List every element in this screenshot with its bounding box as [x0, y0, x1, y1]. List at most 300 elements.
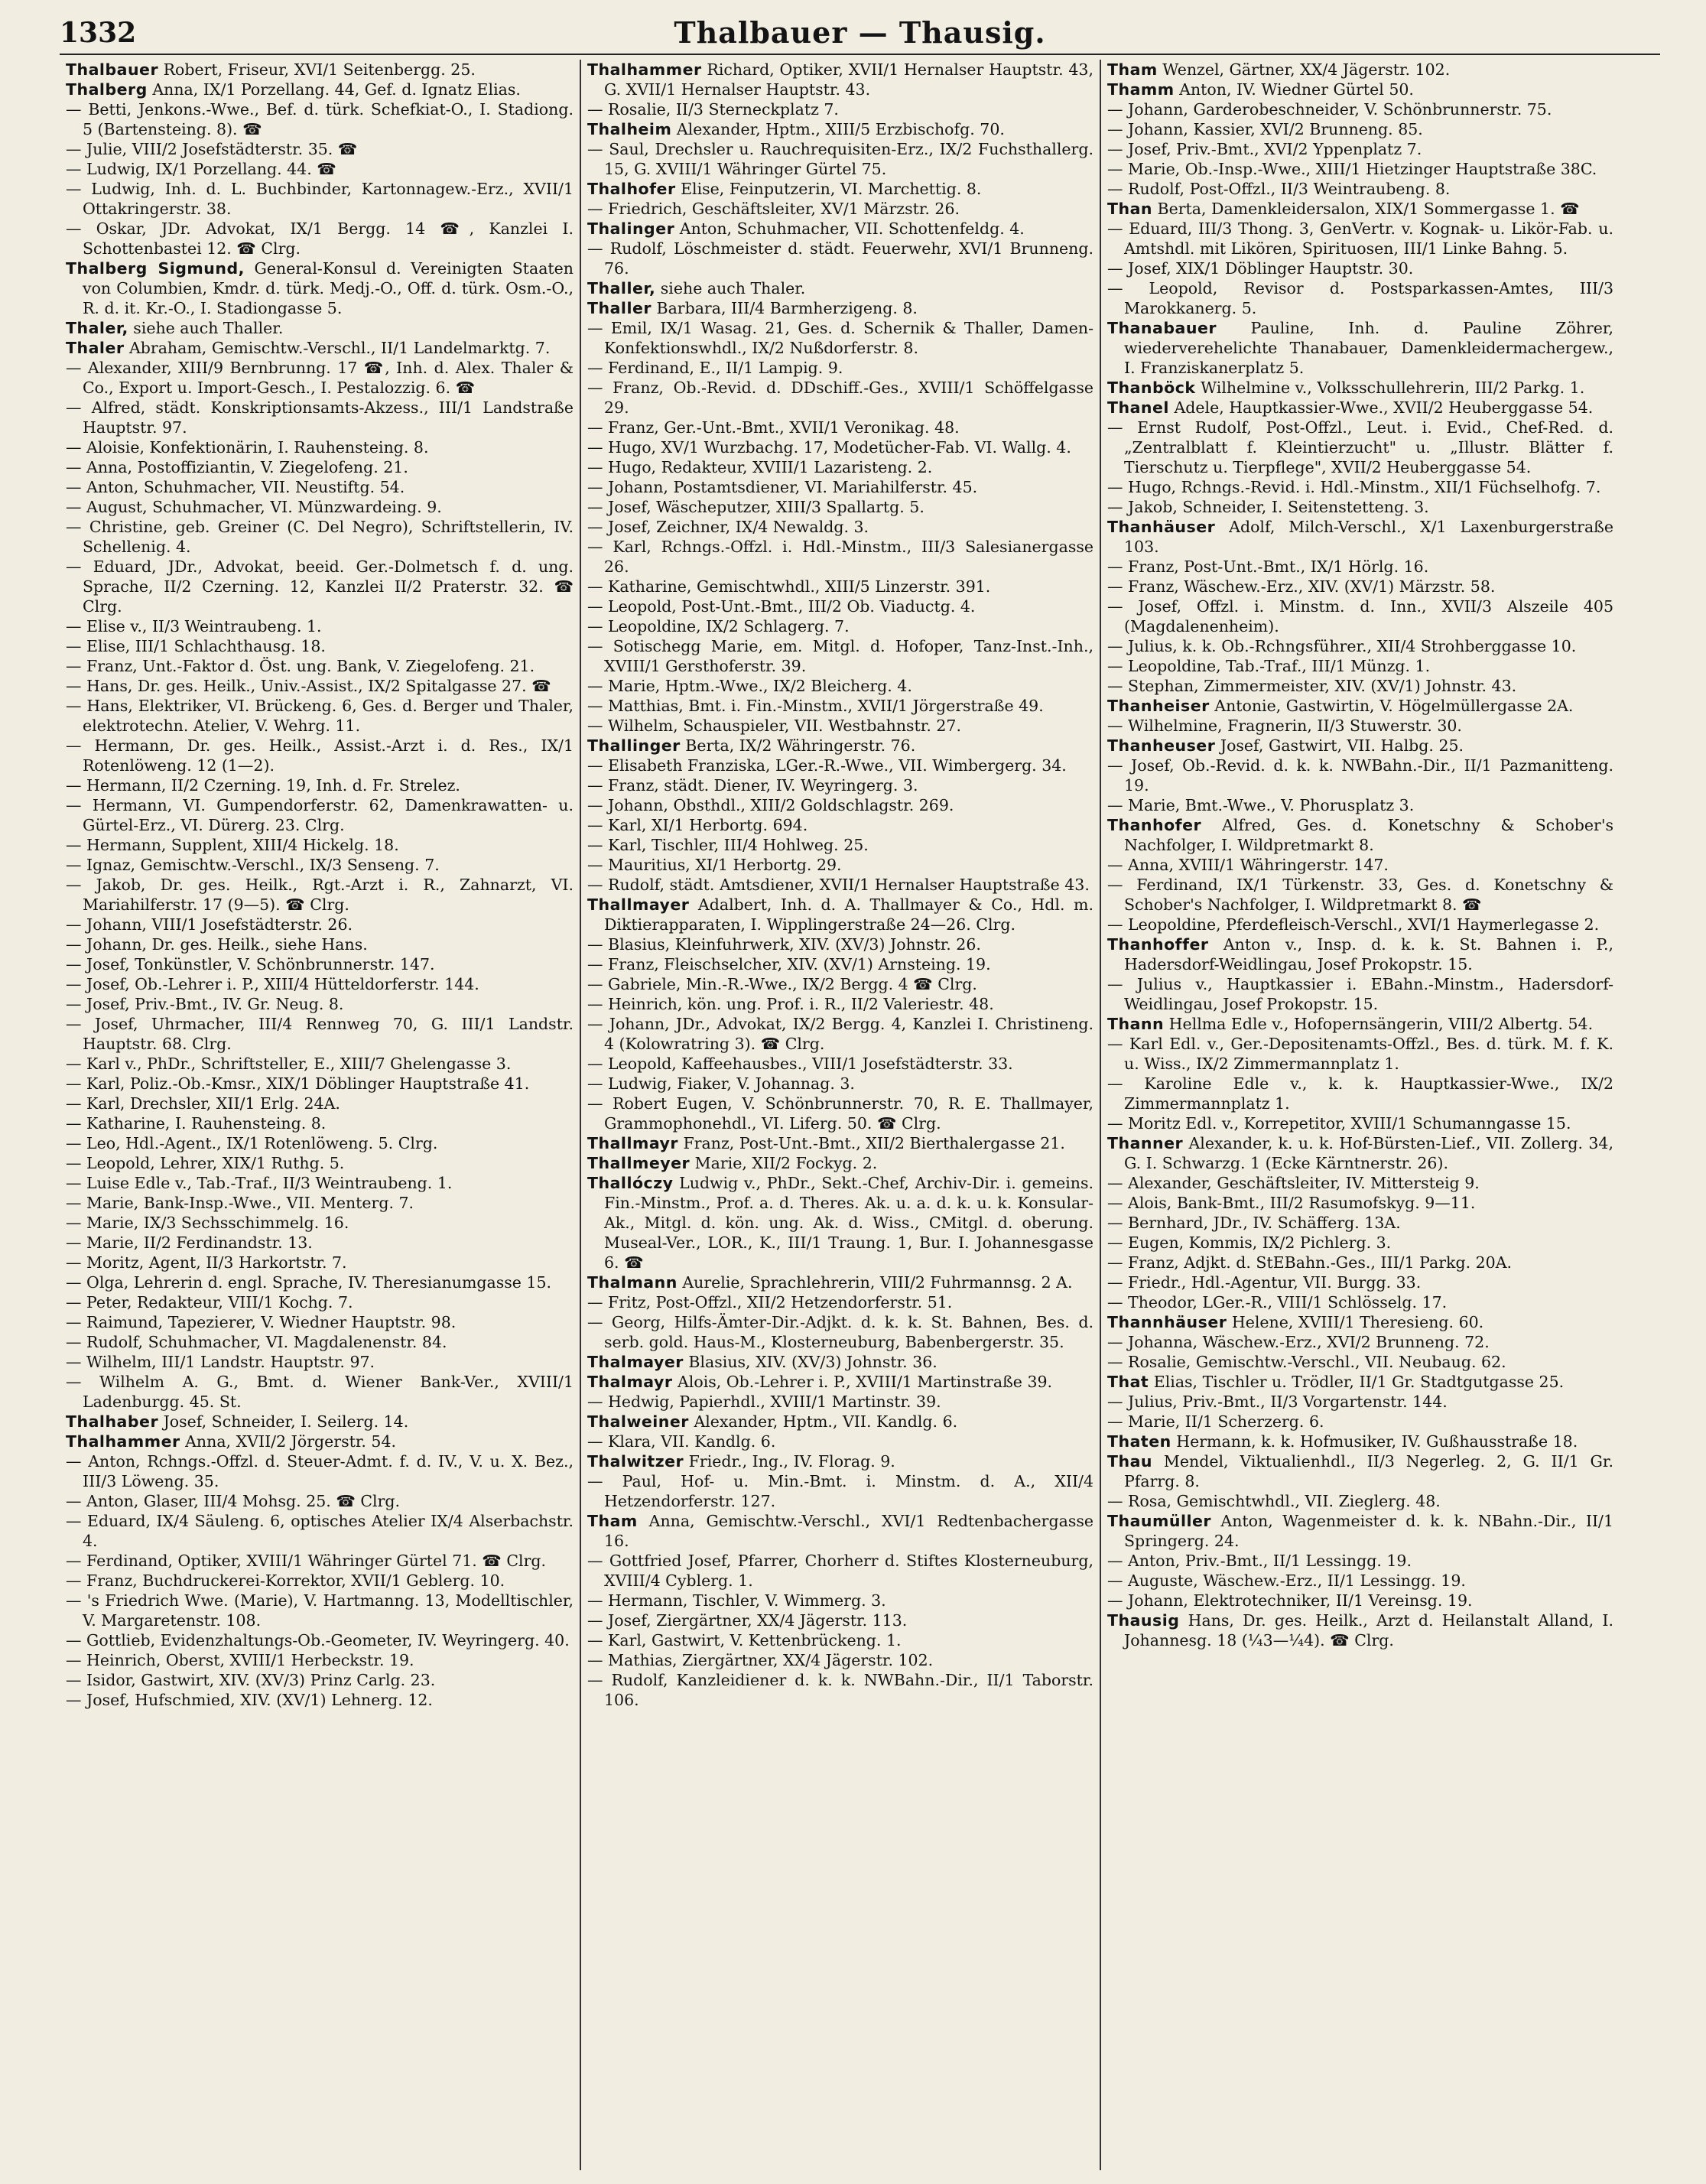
entry-surname: Thalhaber: [66, 1412, 159, 1431]
entry-text: — Sotischegg Marie, em. Mitgl. d. Hofoper, Tanz-Inst.-Inh., XVIII/1 Gersthoferstr. 39.: [587, 637, 1093, 675]
entry-text: — Franz, Wäschew.-Erz., XIV. (XV/1) Märzstr. 58.: [1107, 577, 1496, 596]
entry-text: Barbara, III/4 Barmherzigeng. 8.: [651, 299, 918, 317]
entry-text: — Eugen, Kommis, IX/2 Pichlerg. 3.: [1107, 1233, 1392, 1252]
directory-entry: [66, 1690, 574, 1710]
directory-entry: [66, 1412, 574, 1432]
entry-text: — Stephan, Zimmermeister, XIV. (XV/1) Johnstr. 43.: [1107, 677, 1517, 695]
entry-text: Alexander, Hptm., XIII/5 Erzbischofg. 70.: [671, 120, 1005, 138]
directory-entry: [587, 875, 1093, 895]
entry-text: — Julius, Priv.-Bmt., II/3 Vorgartenstr. 144.: [1107, 1393, 1448, 1411]
entry-text: — Ludwig, IX/1 Porzellang. 44. ☎: [66, 160, 336, 178]
directory-entry: [587, 437, 1093, 457]
directory-entry: [587, 1451, 1093, 1471]
entry-text: Richard, Optiker, XVII/1 Hernalser Hauptstr. 43, G. XVII/1 Hernalser Hauptstr. 43.: [604, 60, 1093, 99]
directory-entry: [66, 358, 574, 398]
entry-text: — Anton, Rchngs.-Offzl. d. Steuer-Admt. f. d. IV., V. u. X. Bez., III/3 Löweng. 35.: [66, 1452, 574, 1490]
directory-entry: [1107, 974, 1613, 1014]
entry-text: — Rudolf, städt. Amtsdiener, XVII/1 Hernalser Hauptstraße 43.: [587, 876, 1090, 894]
entry-text: — Rosalie, II/3 Sterneckplatz 7.: [587, 100, 839, 119]
directory-entry: [66, 1491, 574, 1511]
entry-text: — Aloisie, Konfektionärin, I. Rauhensteing. 8.: [66, 438, 429, 457]
directory-entry: [587, 1292, 1093, 1312]
entry-text: — Eduard, JDr., Advokat, beeid. Ger.-Dolmetsch f. d. ung. Sprache, II/2 Czerning. 12, Kanzlei II/2 Praterstr. 32. ☎ Clrg.: [66, 557, 574, 616]
directory-entry: [587, 736, 1093, 756]
directory-entry: [1107, 736, 1613, 756]
entry-surname: Tham: [1107, 60, 1158, 79]
entry-text: Pauline, Inh. d. Pauline Zöhrer, wiederverehelichte Thanabauer, Damenkleidermachergew., I. Franziskanerplatz 5.: [1124, 319, 1613, 377]
directory-entry: [66, 1650, 574, 1670]
entry-surname: Thalbauer: [66, 60, 159, 79]
directory-entry: [1107, 278, 1613, 318]
directory-entry: [1107, 1014, 1613, 1034]
entry-text: — Hedwig, Papierhdl., XVIII/1 Martinstr. 39.: [587, 1393, 941, 1411]
entry-text: — Karl, Tischler, III/4 Hohlweg. 25.: [587, 836, 869, 854]
directory-entry: [1107, 1272, 1613, 1292]
entry-text: — Franz, Post-Unt.-Bmt., IX/1 Hörlg. 16.: [1107, 557, 1429, 576]
directory-entry: [1107, 80, 1613, 99]
directory-entry: [66, 1591, 574, 1630]
directory-entry: [1107, 1193, 1613, 1213]
entry-text: — Jakob, Schneider, I. Seitenstetteng. 3.: [1107, 498, 1429, 516]
directory-entry: [1107, 1551, 1613, 1571]
directory-entry: [66, 974, 574, 994]
entry-text: — Klara, VII. Kandlg. 6.: [587, 1432, 776, 1451]
entry-text: — Johann, VIII/1 Josefstädterstr. 26.: [66, 915, 353, 934]
entry-text: — Anna, Postoffiziantin, V. Ziegelofeng. 21.: [66, 458, 408, 476]
directory-entry: [66, 338, 574, 358]
directory-entry: [1107, 1074, 1613, 1113]
directory-entry: [1107, 1392, 1613, 1412]
directory-entry: [587, 1372, 1093, 1392]
entry-text: — Josef, Ob.-Revid. d. k. k. NWBahn.-Dir., II/1 Pazmanitteng. 19.: [1107, 756, 1613, 795]
directory-entry: [587, 974, 1093, 994]
directory-entry: [587, 457, 1093, 477]
entry-text: — Mauritius, XI/1 Herbortg. 29.: [587, 856, 842, 874]
directory-entry: [587, 1074, 1093, 1094]
entry-surname: Thalinger: [587, 219, 675, 238]
entry-text: — Franz, Unt.-Faktor d. Öst. ung. Bank, V. Ziegelofeng. 21.: [66, 657, 535, 675]
entry-surname: Thallóczy: [587, 1174, 674, 1192]
directory-entry: [1107, 636, 1613, 656]
directory-entry: [1107, 1332, 1613, 1352]
entry-text: — Robert Eugen, V. Schönbrunnerstr. 70, R. E. Thallmayer, Grammophonehdl., VI. Liferg. 50. ☎ Clrg.: [587, 1094, 1093, 1133]
entry-surname: Thaler,: [66, 319, 128, 337]
directory-entry: [587, 676, 1093, 696]
directory-entry: [587, 1471, 1093, 1511]
entry-text: — Ferdinand, E., II/1 Lampig. 9.: [587, 359, 843, 377]
directory-entry: [587, 1650, 1093, 1670]
directory-entry: [587, 1551, 1093, 1591]
entry-text: — Marie, Bmt.-Wwe., V. Phorusplatz 3.: [1107, 796, 1415, 814]
directory-entry: [66, 775, 574, 795]
entry-surname: Thalhofer: [587, 180, 676, 198]
directory-entry: [66, 1074, 574, 1094]
directory-entry: [66, 219, 574, 258]
directory-entry: [587, 239, 1093, 278]
directory-entry: [587, 219, 1093, 239]
entry-text: — Rudolf, Kanzleidiener d. k. k. NWBahn.-Dir., II/1 Taborstr. 106.: [587, 1671, 1093, 1709]
entry-text: Berta, IX/2 Währingerstr. 76.: [680, 736, 916, 755]
directory-entry: [66, 1312, 574, 1332]
directory-entry: [587, 1511, 1093, 1551]
entry-surname: Thalberg: [66, 80, 148, 99]
directory-entry: [1107, 378, 1613, 398]
entry-text: — Karl, Poliz.-Ob.-Kmsr., XIX/1 Döblinger Hauptstraße 41.: [66, 1074, 530, 1093]
directory-entry: [1107, 1292, 1613, 1312]
entry-text: — Hans, Elektriker, VI. Brückeng. 6, Ges. d. Berger und Thaler, elektrotechn. Atelier, V. Wehrg. 11.: [66, 697, 574, 735]
directory-entry: [587, 616, 1093, 636]
directory-entry: [66, 1630, 574, 1650]
entry-surname: Thalweiner: [587, 1412, 689, 1431]
entry-text: — Karl, XI/1 Herbortg. 694.: [587, 816, 808, 834]
directory-entry: [66, 1014, 574, 1054]
directory-entry: [587, 934, 1093, 954]
directory-entry: [587, 577, 1093, 596]
directory-entry: [587, 1352, 1093, 1372]
entry-text: — Leopold, Kaffeehausbes., VIII/1 Josefstädterstr. 33.: [587, 1055, 1013, 1073]
entry-text: Hellma Edle v., Hofopernsängerin, VIII/2 Albertg. 54.: [1164, 1015, 1594, 1033]
entry-text: — Karl, Rchngs.-Offzl. i. Hdl.-Minstm., III/3 Salesianergasse 26.: [587, 538, 1093, 576]
entry-text: Wenzel, Gärtner, XX/4 Jägerstr. 102.: [1157, 60, 1451, 79]
entry-text: — Julius v., Hauptkassier i. EBahn.-Minstm., Hadersdorf-Weidlingau, Josef Prokopstr. 15.: [1107, 975, 1613, 1013]
entry-text: — Wilhelm, III/1 Landstr. Hauptstr. 97.: [66, 1353, 375, 1371]
directory-entry: [587, 636, 1093, 676]
entry-text: Mendel, Viktualienhdl., II/3 Negerleg. 2, G. II/1 Gr. Pfarrg. 8.: [1124, 1452, 1613, 1490]
entry-text: siehe auch Thaler.: [655, 279, 806, 297]
running-head: Thalbauer — Thausig.: [674, 15, 1046, 50]
entry-surname: Tham: [587, 1512, 638, 1530]
directory-entry: [1107, 795, 1613, 815]
entry-text: — Julie, VIII/2 Josefstädterstr. 35. ☎: [66, 140, 358, 158]
directory-entry: [66, 1451, 574, 1491]
directory-entry: [66, 517, 574, 557]
entry-surname: Thalwitzer: [587, 1452, 684, 1471]
entry-text: — Heinrich, kön. ung. Prof. i. R., II/2 Valeriestr. 48.: [587, 995, 994, 1013]
directory-entry: [587, 497, 1093, 517]
entry-text: — Auguste, Wäschew.-Erz., II/1 Lessingg. 19.: [1107, 1571, 1466, 1590]
directory-entry: [1107, 1312, 1613, 1332]
entry-text: — Mathias, Ziergärtner, XX/4 Jägerstr. 102.: [587, 1651, 934, 1669]
entry-text: Anton, Wagenmeister d. k. k. NBahn.-Dir., II/1 Springerg. 24.: [1124, 1512, 1613, 1550]
entry-surname: Thamm: [1107, 80, 1175, 99]
directory-entry: [1107, 557, 1613, 577]
entry-text: Marie, XII/2 Fockyg. 2.: [690, 1154, 878, 1172]
directory-entry: [66, 1432, 574, 1451]
directory-entry: [1107, 756, 1613, 795]
entry-text: — Franz, Fleischselcher, XIV. (XV/1) Arnsteing. 19.: [587, 955, 991, 973]
directory-entry: [587, 99, 1093, 119]
entry-text: — Anton, Glaser, III/4 Mohsg. 25. ☎ Clrg.: [66, 1492, 401, 1510]
entry-text: — Blasius, Kleinfuhrwerk, XIV. (XV/3) Johnstr. 26.: [587, 935, 981, 954]
entry-text: Adolf, Milch-Verschl., X/1 Laxenburgerstraße 103.: [1124, 518, 1613, 556]
directory-entry: [1107, 1253, 1613, 1272]
directory-columns: [60, 60, 1662, 2170]
directory-entry: [587, 1670, 1093, 1710]
entry-surname: Thallinger: [587, 736, 681, 755]
directory-entry: [587, 1054, 1093, 1074]
entry-text: — Raimund, Tapezierer, V. Wiedner Hauptstr. 98.: [66, 1313, 457, 1331]
entry-text: — Hugo, Rchngs.-Revid. i. Hdl.-Minstm., XII/1 Füchselhofg. 7.: [1107, 478, 1601, 496]
directory-entry: [587, 1591, 1093, 1610]
entry-text: Alois, Ob.-Lehrer i. P., XVIII/1 Martinstraße 39.: [672, 1373, 1053, 1391]
entry-text: — Hans, Dr. ges. Heilk., Univ.-Assist., IX/2 Spitalgasse 27. ☎: [66, 677, 551, 695]
entry-surname: Thanböck: [1107, 379, 1196, 397]
entry-surname: Thanhofer: [1107, 816, 1202, 834]
entry-surname: Thanhoffer: [1107, 935, 1209, 954]
entry-text: — Christine, geb. Greiner (C. Del Negro), Schriftstellerin, IV. Schellenig. 4.: [66, 518, 574, 556]
directory-entry: [1107, 199, 1613, 219]
directory-entry: [587, 298, 1093, 318]
directory-entry: [1107, 99, 1613, 119]
entry-surname: Thanabauer: [1107, 319, 1217, 337]
directory-entry: [1107, 1352, 1613, 1372]
entry-text: Ludwig v., PhDr., Sekt.-Chef, Archiv-Dir. i. gemeins. Fin.-Minstm., Prof. a. d. Theres. Ak. u. a. d. k. u. k. Konsular-Ak., Mitgl. d. kön. ung. Ak. d. Wiss., CMitgl. d. oberung. Museal-Ver., LOR., K., III/1 Traung. 1, Bur. I. Johannesgasse 6. ☎: [604, 1174, 1093, 1272]
directory-entry: [1107, 855, 1613, 875]
entry-text: — Hugo, XV/1 Wurzbachg. 17, Modetücher-Fab. VI. Wallg. 4.: [587, 438, 1071, 457]
entry-surname: Thallmeyer: [587, 1154, 691, 1172]
entry-text: — Elise, III/1 Schlachthausg. 18.: [66, 637, 326, 655]
entry-text: — Leopoldine, IX/2 Schlagerg. 7.: [587, 617, 850, 635]
entry-text: Franz, Post-Unt.-Bmt., XII/2 Bierthalergasse 21.: [678, 1134, 1065, 1152]
directory-entry: [66, 1213, 574, 1233]
entry-surname: Thaten: [1107, 1432, 1171, 1451]
directory-entry: [66, 1551, 574, 1571]
directory-entry: [66, 1272, 574, 1292]
entry-surname: Than: [1107, 200, 1153, 218]
directory-entry: [1107, 676, 1613, 696]
directory-entry: [1107, 577, 1613, 596]
directory-entry: [587, 1610, 1093, 1630]
entry-text: — Julius, k. k. Ob.-Rchngsführer., XII/4 Strohberggasse 10.: [1107, 637, 1577, 655]
directory-entry: [66, 636, 574, 656]
directory-entry: [587, 179, 1093, 199]
directory-entry: [66, 1253, 574, 1272]
entry-text: — Josef, Tonkünstler, V. Schönbrunnerstr. 147.: [66, 955, 435, 973]
entry-text: Alexander, k. u. k. Hof-Bürsten-Lief., VII. Zollerg. 34, G. I. Schwarzg. 1 (Ecke Kärntnerstr. 26).: [1124, 1134, 1613, 1172]
entry-surname: Thaler: [66, 339, 125, 357]
entry-text: — Gottlieb, Evidenzhaltungs-Ob.-Geometer, IV. Weyringerg. 40.: [66, 1631, 570, 1649]
directory-entry: [1107, 934, 1613, 974]
directory-entry: [66, 1511, 574, 1551]
directory-entry: [66, 1193, 574, 1213]
entry-text: — Rosa, Gemischtwhdl., VII. Zieglerg. 48.: [1107, 1492, 1441, 1510]
entry-text: — Elise v., II/3 Weintraubeng. 1.: [66, 617, 322, 635]
directory-entry: [587, 537, 1093, 577]
directory-entry: [1107, 1451, 1613, 1491]
directory-entry: [66, 457, 574, 477]
entry-text: Josef, Gastwirt, VII. Halbg. 25.: [1215, 736, 1464, 755]
directory-entry: [1107, 815, 1613, 855]
entry-surname: Thalmayr: [587, 1373, 673, 1391]
entry-text: — Marie, Hptm.-Wwe., IX/2 Bleicherg. 4.: [587, 677, 912, 695]
directory-entry: [66, 1173, 574, 1193]
entry-text: — Gottfried Josef, Pfarrer, Chorherr d. Stiftes Klosterneuburg, XVIII/4 Cyblerg. 1.: [587, 1552, 1093, 1590]
directory-entry: [587, 756, 1093, 775]
entry-text: Adele, Hauptkassier-Wwe., XVII/2 Heuberggasse 54.: [1168, 398, 1594, 417]
entry-text: — Georg, Hilfs-Ämter-Dir.-Adjkt. d. k. k. St. Bahnen, Bes. d. serb. gold. Haus-M., Klosterneuburg, Babenbergerstr. 35.: [587, 1313, 1093, 1351]
directory-entry: [587, 954, 1093, 974]
entry-text: — Emil, IX/1 Wasag. 21, Ges. d. Schernik & Thaller, Damen-Konfektionswhdl., IX/2 Nußdorferstr. 8.: [587, 319, 1093, 357]
entry-text: — Saul, Drechsler u. Rauchrequisiten-Erz., IX/2 Fuchsthallerg. 15, G. XVIII/1 Währinger Gürtel 75.: [587, 140, 1093, 178]
column-3: [1100, 60, 1620, 2170]
entry-surname: Thann: [1107, 1015, 1165, 1033]
directory-entry: [587, 835, 1093, 855]
entry-text: — Isidor, Gastwirt, XIV. (XV/3) Prinz Carlg. 23.: [66, 1671, 436, 1689]
directory-entry: [1107, 159, 1613, 179]
entry-text: — Anton, Schuhmacher, VII. Neustiftg. 54.: [66, 478, 405, 496]
directory-entry: [66, 437, 574, 457]
directory-entry: [1107, 1412, 1613, 1432]
directory-entry: [587, 795, 1093, 815]
directory-entry: [587, 855, 1093, 875]
entry-text: — Leopold, Revisor d. Postsparkassen-Amtes, III/3 Marokkanerg. 5.: [1107, 279, 1613, 317]
entry-text: — Katharine, Gemischtwhdl., XIII/5 Linzerstr. 391.: [587, 577, 991, 596]
entry-surname: Thalheim: [587, 120, 672, 138]
entry-text: — Josef, XIX/1 Döblinger Hauptstr. 30.: [1107, 259, 1414, 278]
directory-entry: [66, 179, 574, 219]
directory-entry: [66, 855, 574, 875]
entry-text: — Franz, städt. Diener, IV. Weyringerg. 3.: [587, 776, 918, 795]
entry-surname: Thanheiser: [1107, 697, 1210, 715]
entry-surname: Thalhammer: [587, 60, 702, 79]
entry-text: — Ferdinand, Optiker, XVIII/1 Währinger Gürtel 71. ☎ Clrg.: [66, 1552, 547, 1570]
entry-text: Hermann, k. k. Hofmusiker, IV. Gußhausstraße 18.: [1171, 1432, 1578, 1451]
entry-text: — Ernst Rudolf, Post-Offzl., Leut. i. Evid., Chef-Red. d. „Zentralblatt f. Kleintierzucht" u. „Illustr. Blätter f. Tierschutz u. Tierpflege", XVII/2 Heuberggasse 54.: [1107, 418, 1613, 476]
entry-text: — Leopoldine, Tab.-Traf., III/1 Münzg. 1.: [1107, 657, 1431, 675]
entry-text: — Matthias, Bmt. i. Fin.-Minstm., XVII/1 Jörgerstraße 49.: [587, 697, 1044, 715]
directory-entry: [1107, 696, 1613, 716]
directory-entry: [1107, 1372, 1613, 1392]
directory-entry: [587, 1153, 1093, 1173]
directory-entry: [1107, 1571, 1613, 1591]
entry-text: — Wilhelm A. G., Bmt. d. Wiener Bank-Ver., XVIII/1 Ladenburgg. 45. St.: [66, 1373, 574, 1411]
directory-entry: [587, 418, 1093, 437]
entry-text: Berta, Damenkleidersalon, XIX/1 Sommergasse 1. ☎: [1152, 200, 1580, 218]
entry-text: — Leopoldine, Pferdefleisch-Verschl., XVI/1 Haymerlegasse 2.: [1107, 915, 1600, 934]
entry-text: — Marie, Ob.-Insp.-Wwe., XIII/1 Hietzinger Hauptstraße 38C.: [1107, 160, 1597, 178]
entry-surname: Thannhäuser: [1107, 1313, 1227, 1331]
entry-surname: Thausig: [1107, 1611, 1180, 1630]
directory-entry: [1107, 1233, 1613, 1253]
entry-text: — Peter, Redakteur, VIII/1 Kochg. 7.: [66, 1293, 353, 1311]
entry-text: — Moritz Edl. v., Korrepetitor, XVIII/1 Schumanngasse 15.: [1107, 1114, 1571, 1133]
entry-text: — Oskar, JDr. Advokat, IX/1 Bergg. 14 ☎, Kanzlei I. Schottenbastei 12. ☎ Clrg.: [66, 219, 574, 258]
entry-surname: Thanner: [1107, 1134, 1184, 1152]
directory-entry: [1107, 1432, 1613, 1451]
directory-entry: [587, 318, 1093, 358]
entry-surname: Thalmann: [587, 1273, 678, 1292]
entry-text: — Leopold, Lehrer, XIX/1 Ruthg. 5.: [66, 1154, 345, 1172]
entry-text: — Moritz, Agent, II/3 Harkortstr. 7.: [66, 1253, 347, 1272]
directory-entry: [1107, 1034, 1613, 1074]
directory-entry: [1107, 60, 1613, 80]
entry-text: Elise, Feinputzerin, VI. Marchettig. 8.: [675, 180, 982, 198]
entry-text: — Olga, Lehrerin d. engl. Sprache, IV. Theresianumgasse 15.: [66, 1273, 552, 1292]
directory-entry: [587, 994, 1093, 1014]
entry-text: — August, Schuhmacher, VI. Münzwardeing. 9.: [66, 498, 442, 516]
entry-text: — Hermann, Dr. ges. Heilk., Assist.-Arzt i. d. Res., IX/1 Rotenlöweng. 12 (1—2).: [66, 736, 574, 775]
directory-entry: [587, 517, 1093, 537]
directory-entry: [1107, 1591, 1613, 1610]
directory-entry: [66, 1054, 574, 1074]
entry-text: Helene, XVIII/1 Theresieng. 60.: [1227, 1313, 1484, 1331]
entry-text: — Katharine, I. Rauhensteing. 8.: [66, 1114, 327, 1133]
directory-entry: [66, 557, 574, 616]
directory-entry: [66, 1113, 574, 1133]
entry-text: — Marie, IX/3 Sechsschimmelg. 16.: [66, 1214, 349, 1232]
directory-entry: [1107, 477, 1613, 497]
entry-text: — Alfred, städt. Konskriptionsamts-Akzess., III/1 Landstraße Hauptstr. 97.: [66, 398, 574, 437]
directory-entry: [66, 477, 574, 497]
entry-text: Anton, Schuhmacher, VII. Schottenfeldg. 4.: [674, 219, 1025, 238]
directory-entry: [66, 1352, 574, 1372]
directory-entry: [66, 994, 574, 1014]
directory-entry: [66, 1670, 574, 1690]
directory-entry: [587, 1630, 1093, 1650]
entry-text: — Josef, Offzl. i. Minstm. d. Inn., XVII/3 Alszeile 405 (Magdalenenheim).: [1107, 597, 1613, 635]
entry-text: — Leo, Hdl.-Agent., IX/1 Rotenlöweng. 5. Clrg.: [66, 1134, 438, 1152]
entry-text: Josef, Schneider, I. Seilerg. 14.: [158, 1412, 409, 1431]
directory-entry: [1107, 318, 1613, 378]
entry-text: Alexander, Hptm., VII. Kandlg. 6.: [688, 1412, 958, 1431]
entry-text: Alfred, Ges. d. Konetschny & Schober's Nachfolger, I. Wildpretmarkt 8.: [1124, 816, 1613, 854]
entry-text: — Fritz, Post-Offzl., XII/2 Hetzendorferstr. 51.: [587, 1293, 953, 1311]
entry-text: — Johann, Elektrotechniker, II/1 Vereinsg. 19.: [1107, 1591, 1473, 1610]
directory-entry: [66, 1571, 574, 1591]
entry-text: — Karoline Edle v., k. k. Hauptkassier-Wwe., IX/2 Zimmermannplatz 1.: [1107, 1074, 1613, 1113]
page-header: [60, 14, 1660, 54]
entry-text: — Johanna, Wäschew.-Erz., XVI/2 Brunneng. 72.: [1107, 1333, 1490, 1351]
entry-text: — Johann, Garderobeschneider, V. Schönbrunnerstr. 75.: [1107, 100, 1552, 119]
entry-text: Anna, XVII/2 Jörgerstr. 54.: [180, 1432, 397, 1451]
directory-entry: [587, 1133, 1093, 1153]
column-2: [580, 60, 1100, 2170]
directory-entry: [66, 696, 574, 736]
entry-text: Hans, Dr. ges. Heilk., Arzt d. Heilanstalt Alland, I. Johannesg. 18 (¼3—¼4). ☎ Clrg.: [1124, 1611, 1613, 1649]
directory-entry: [1107, 497, 1613, 517]
directory-entry: [66, 915, 574, 934]
entry-text: — Josef, Uhrmacher, III/4 Rennweg 70, G. III/1 Landstr. Hauptstr. 68. Clrg.: [66, 1015, 574, 1053]
entry-text: — Betti, Jenkons.-Wwe., Bef. d. türk. Schefkiat-O., I. Stadiong. 5 (Bartensteing. 8). ☎: [66, 100, 574, 138]
directory-entry: [66, 934, 574, 954]
entry-text: — Gabriele, Min.-R.-Wwe., IX/2 Bergg. 4 ☎ Clrg.: [587, 975, 977, 993]
directory-entry: [587, 1392, 1093, 1412]
directory-entry: [1107, 656, 1613, 676]
entry-text: — Paul, Hof- u. Min.-Bmt. i. Minstm. d. A., XII/4 Hetzendorferstr. 127.: [587, 1472, 1093, 1510]
directory-entry: [1107, 1133, 1613, 1173]
directory-entry: [587, 716, 1093, 736]
entry-surname: Thanheuser: [1107, 736, 1216, 755]
directory-entry: [1107, 1173, 1613, 1193]
directory-entry: [587, 139, 1093, 179]
entry-text: Anton, IV. Wiedner Gürtel 50.: [1174, 80, 1414, 99]
directory-entry: [66, 736, 574, 775]
entry-text: — Marie, II/1 Scherzerg. 6.: [1107, 1412, 1324, 1431]
entry-text: — Josef, Zeichner, IX/4 Newaldg. 3.: [587, 518, 869, 536]
entry-text: Anna, Gemischtw.-Verschl., XVI/1 Redtenbachergasse 16.: [604, 1512, 1093, 1550]
directory-entry: [587, 1272, 1093, 1292]
entry-text: Aurelie, Sprachlehrerin, VIII/2 Fuhrmannsg. 2 A.: [677, 1273, 1073, 1292]
entry-surname: Thalberg Sigmund,: [66, 259, 245, 278]
entry-surname: Thau: [1107, 1452, 1153, 1471]
directory-entry: [587, 1094, 1093, 1133]
directory-entry: [587, 815, 1093, 835]
directory-entry: [1107, 179, 1613, 199]
entry-text: — Ludwig, Fiaker, V. Johannag. 3.: [587, 1074, 855, 1093]
directory-entry: [587, 696, 1093, 716]
entry-text: — Wilhelmine, Fragnerin, II/3 Stuwerstr. 30.: [1107, 717, 1462, 735]
entry-text: — Jakob, Dr. ges. Heilk., Rgt.-Arzt i. R., Zahnarzt, VI. Mariahilferstr. 17 (9—5). ☎ Clrg.: [66, 876, 574, 914]
